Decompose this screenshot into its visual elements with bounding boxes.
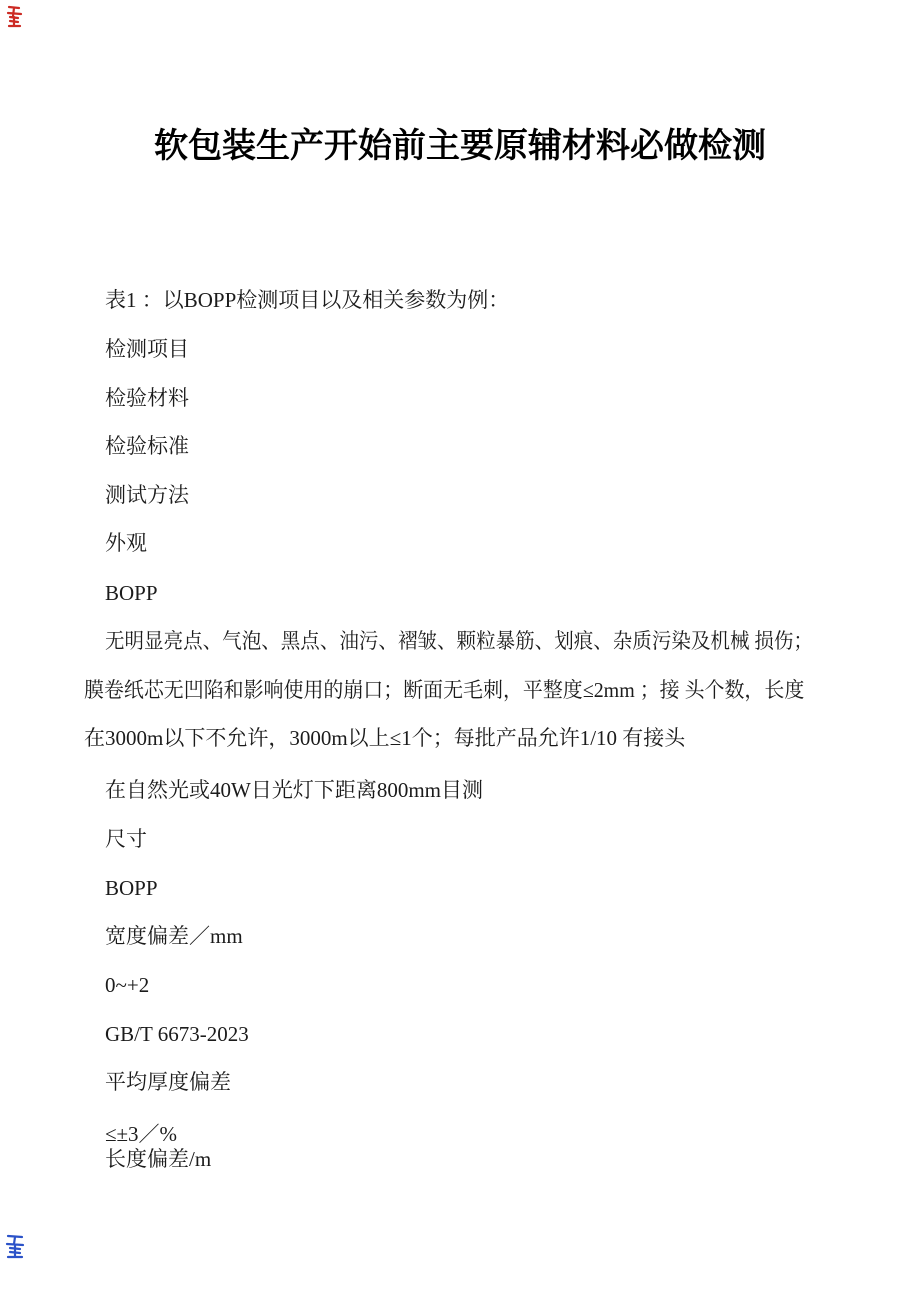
line-width-deviation: 宽度偏差／mm (105, 924, 243, 948)
line-visual-inspection-method: 在自然光或40W日光灯下距离800mm目测 (105, 778, 483, 802)
line-bopp-1: BOPP (105, 581, 158, 605)
line-width-tolerance-value: 0~+2 (105, 973, 150, 997)
line-appearance: 外观 (105, 531, 147, 555)
line-inspection-item: 检测项目 (105, 337, 189, 361)
line-bopp-2: BOPP (105, 876, 158, 900)
line-avg-thickness-deviation: 平均厚度偏差 (105, 1070, 231, 1094)
line-standard-gbt: GB/T 6673-2023 (105, 1022, 249, 1046)
paragraph-appearance-requirements-line-3: 在3000m以下不允许，3000m以上≤1个；每批产品允许1/10 有接头 (84, 726, 686, 750)
line-test-method: 测试方法 (105, 483, 189, 507)
line-thickness-tolerance-value: ≤±3／% (105, 1122, 178, 1146)
line-length-deviation: 长度偏差/m (105, 1147, 212, 1171)
blue-artifact-mark (4, 1232, 26, 1260)
line-inspection-standard: 检验标准 (105, 434, 189, 458)
paragraph-appearance-requirements-line-1: 无明显亮点、气泡、黑点、油污、褶皱、颗粒暴筋、划痕、杂质污染及机械 损伤； (105, 629, 813, 653)
table-caption: 表1 ：以BOPP检测项目以及相关参数为例： (105, 288, 510, 312)
red-artifact-mark (5, 4, 25, 30)
paragraph-appearance-requirements-line-2: 膜卷纸芯无凹陷和影响使用的崩口；断面无毛刺，平整度≤2mm ；接 头个数，长度 (84, 678, 805, 702)
line-dimensions: 尺寸 (105, 827, 147, 851)
document-title: 软包装生产开始前主要原辅材料必做检测 (154, 127, 766, 165)
line-inspection-material: 检验材料 (105, 386, 189, 410)
